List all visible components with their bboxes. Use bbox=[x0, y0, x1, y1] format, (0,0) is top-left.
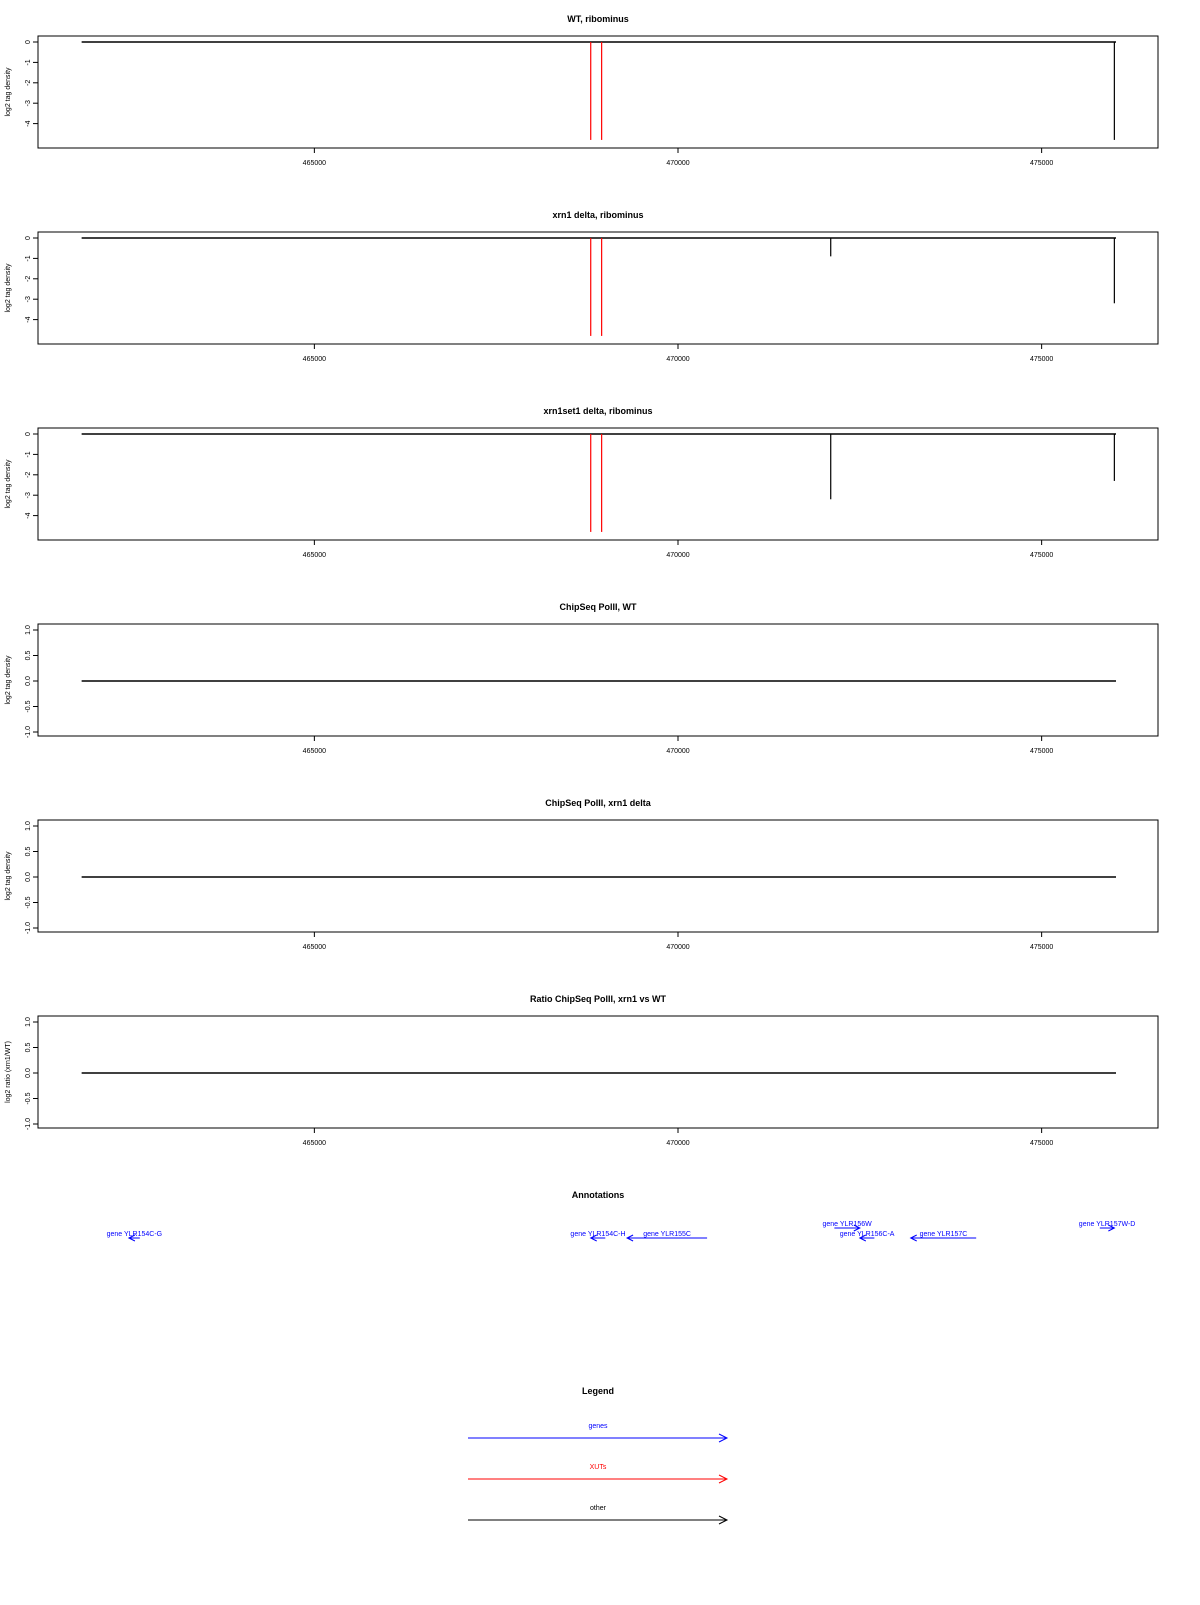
y-tick-label: -2 bbox=[24, 471, 32, 478]
panel-title: xrn1set1 delta, ribominus bbox=[543, 406, 653, 416]
y-tick-label: -4 bbox=[24, 120, 32, 127]
legend-label: other bbox=[590, 1505, 606, 1512]
y-tick-label: 0.5 bbox=[24, 846, 32, 857]
x-tick-label: 465000 bbox=[302, 552, 327, 559]
y-tick-label: 1.0 bbox=[24, 625, 32, 635]
panel-title: ChipSeq PolII, xrn1 delta bbox=[545, 798, 651, 808]
y-tick-label: -1.0 bbox=[24, 725, 32, 739]
x-tick-label: 470000 bbox=[666, 748, 690, 755]
legend-label: XUTs bbox=[589, 1464, 607, 1471]
x-tick-label: 475000 bbox=[1029, 356, 1054, 363]
y-axis-label: log2 ratio (xrn1/WT) bbox=[5, 1041, 12, 1103]
y-tick-label: 0.0 bbox=[24, 1068, 32, 1078]
y-tick-label: -0.5 bbox=[24, 1092, 32, 1105]
x-tick-label: 470000 bbox=[666, 356, 690, 363]
y-tick-label: -1.0 bbox=[24, 1117, 32, 1131]
gene-label: gene YLR154C-G bbox=[106, 1231, 163, 1238]
x-tick-label: 475000 bbox=[1029, 552, 1054, 559]
gene-label: gene YLR155C bbox=[643, 1231, 691, 1238]
plot-frame bbox=[38, 36, 1158, 148]
x-tick-label: 465000 bbox=[302, 356, 327, 363]
y-tick-label: -3 bbox=[24, 492, 32, 499]
plot-frame bbox=[38, 428, 1158, 540]
y-axis-label: log2 tag density bbox=[5, 655, 12, 705]
gene-label: gene YLR156W bbox=[822, 1221, 872, 1228]
y-axis-label: log2 tag density bbox=[5, 67, 12, 117]
panel-title: Ratio ChipSeq PolII, xrn1 vs WT bbox=[529, 994, 667, 1004]
x-tick-label: 470000 bbox=[666, 552, 690, 559]
y-tick-label: -1 bbox=[24, 451, 32, 458]
y-tick-label: -0.5 bbox=[24, 700, 32, 713]
plot-frame bbox=[38, 232, 1158, 344]
y-tick-label: 1.0 bbox=[24, 821, 32, 831]
y-tick-label: 1.0 bbox=[24, 1017, 32, 1027]
x-tick-label: 475000 bbox=[1029, 748, 1054, 755]
y-tick-label: 0 bbox=[24, 236, 32, 240]
y-tick-label: -3 bbox=[24, 296, 32, 303]
y-tick-label: -4 bbox=[24, 512, 32, 519]
plot-frame bbox=[38, 624, 1158, 736]
y-tick-label: 0 bbox=[24, 432, 32, 436]
y-axis-label: log2 tag density bbox=[5, 459, 12, 509]
y-tick-label: -1 bbox=[24, 255, 32, 262]
y-tick-label: -2 bbox=[24, 79, 32, 86]
y-tick-label: 0 bbox=[24, 40, 32, 44]
x-tick-label: 475000 bbox=[1029, 1140, 1054, 1147]
y-tick-label: 0.5 bbox=[24, 1042, 32, 1053]
y-axis-label: log2 tag density bbox=[5, 263, 12, 313]
panel-title: xrn1 delta, ribominus bbox=[552, 210, 644, 220]
x-tick-label: 465000 bbox=[302, 160, 327, 167]
annotations-title: Annotations bbox=[571, 1190, 625, 1200]
gene-label: gene YLR157W-D bbox=[1078, 1221, 1136, 1228]
x-tick-label: 475000 bbox=[1029, 944, 1054, 951]
gene-label: gene YLR157C bbox=[919, 1231, 968, 1238]
panel-title: WT, ribominus bbox=[567, 14, 629, 24]
legend-label: genes bbox=[588, 1423, 608, 1430]
y-tick-label: 0.5 bbox=[24, 650, 32, 661]
y-tick-label: 0.0 bbox=[24, 676, 32, 686]
y-tick-label: -3 bbox=[24, 100, 32, 107]
y-tick-label: -0.5 bbox=[24, 896, 32, 909]
plot-frame bbox=[38, 1016, 1158, 1128]
x-tick-label: 470000 bbox=[666, 944, 690, 951]
gene-label: gene YLR156C-A bbox=[839, 1231, 895, 1238]
y-axis-label: log2 tag density bbox=[5, 851, 12, 901]
y-tick-label: -1.0 bbox=[24, 921, 32, 935]
x-tick-label: 465000 bbox=[302, 944, 327, 951]
y-tick-label: 0.0 bbox=[24, 872, 32, 882]
plot-frame bbox=[38, 820, 1158, 932]
x-tick-label: 465000 bbox=[302, 1140, 327, 1147]
x-tick-label: 475000 bbox=[1029, 160, 1054, 167]
y-tick-label: -1 bbox=[24, 59, 32, 66]
gene-label: gene YLR154C-H bbox=[570, 1231, 626, 1238]
panel-title: ChipSeq PolII, WT bbox=[559, 602, 637, 612]
x-tick-label: 470000 bbox=[666, 160, 690, 167]
y-tick-label: -2 bbox=[24, 275, 32, 282]
x-tick-label: 465000 bbox=[302, 748, 327, 755]
legend-title: Legend bbox=[581, 1386, 615, 1396]
x-tick-label: 470000 bbox=[666, 1140, 690, 1147]
y-tick-label: -4 bbox=[24, 316, 32, 323]
